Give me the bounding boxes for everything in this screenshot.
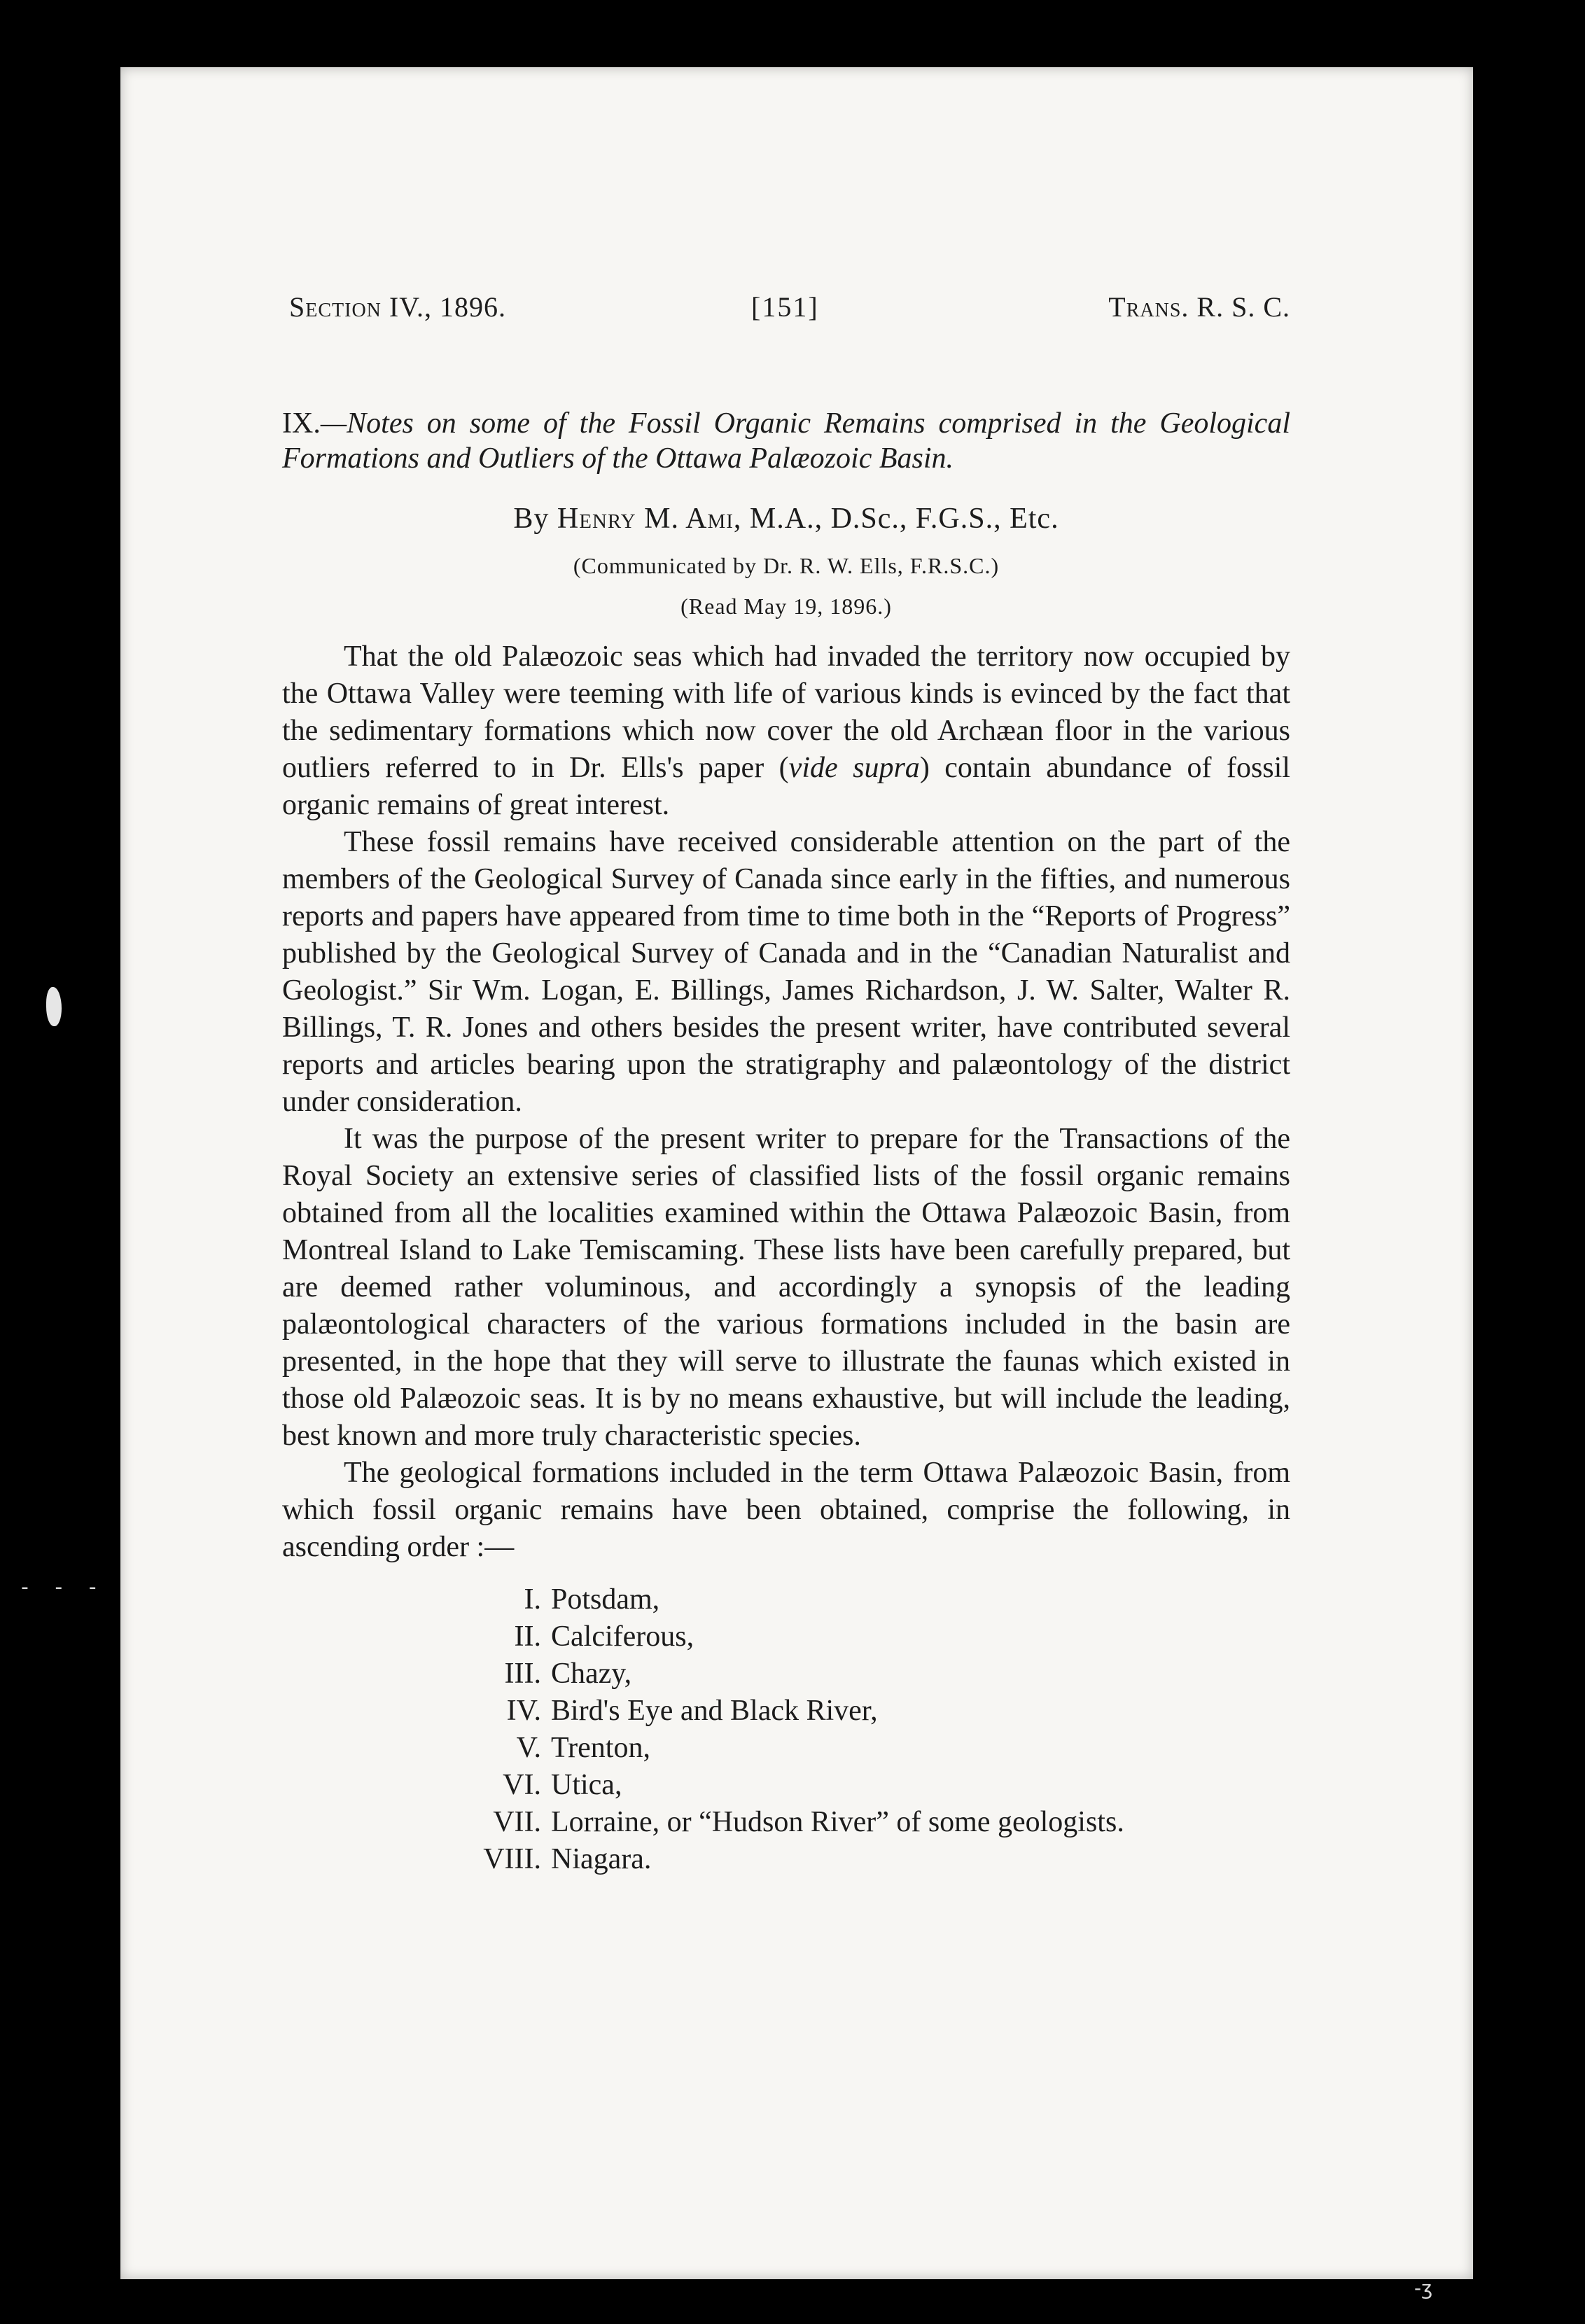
list-numeral: VII. bbox=[493, 1806, 541, 1838]
body-text bbox=[282, 638, 1290, 1566]
list-item bbox=[282, 1581, 1290, 1618]
list-numeral: II. bbox=[514, 1620, 541, 1653]
margin-dashes: - - - bbox=[21, 1575, 106, 1600]
paragraph-1 bbox=[282, 638, 1290, 824]
list-numeral: IV. bbox=[506, 1695, 541, 1727]
list-numeral: III. bbox=[504, 1658, 541, 1690]
article-title-text: —Notes on some of the Fossil Organic Remains comprised in the Geological Formations and Outliers of the Ottawa Palæozoic Basin. bbox=[282, 407, 1290, 475]
communicated-by: (Communicated by Dr. R. W. Ells, F.R.S.C.) bbox=[573, 553, 1000, 578]
paragraph-2: These fossil remains have received considerable attention on the part of the members of the Geological Survey of Canada since early in the fifties, and numerous reports and papers have appeared from time to time both in the “Reports of Progress” published by the Geological Survey of Canada and in the “Canadian Naturalist and Geologist.” Sir Wm. Logan, E. Billings, James Richardson, J. W. Salter, Walter R. Billings, T. R. Jones and others besides the present writer, have contributed several reports and articles bearing upon the stratigraphy and palæontology of the district under consideration. bbox=[282, 826, 1290, 1118]
author-degrees: , M.A., D.Sc., F.G.S., Etc. bbox=[733, 503, 1059, 535]
list-item-text: Potsdam, bbox=[551, 1583, 660, 1616]
list-numeral: I. bbox=[524, 1583, 541, 1616]
list-item-text: Niagara. bbox=[551, 1843, 652, 1875]
article-number: IX. bbox=[282, 407, 321, 440]
list-item-text: Chazy, bbox=[551, 1658, 632, 1690]
list-item bbox=[282, 1730, 1290, 1767]
running-header bbox=[289, 290, 1290, 332]
list-item-text: Calciferous, bbox=[551, 1620, 694, 1653]
margin-blot bbox=[46, 987, 62, 1026]
list-item bbox=[282, 1767, 1290, 1804]
header-section: Section IV., 1896. bbox=[289, 291, 506, 323]
list-item bbox=[282, 1618, 1290, 1656]
author-prefix: By bbox=[513, 503, 550, 535]
list-item-text: Lorraine, or “Hudson River” of some geologists. bbox=[551, 1806, 1124, 1838]
list-item-text: Utica, bbox=[551, 1769, 622, 1801]
corner-mark: -ʒ bbox=[1414, 2276, 1433, 2300]
list-item bbox=[282, 1804, 1290, 1841]
page-number: [151] bbox=[751, 291, 819, 323]
author-line bbox=[282, 501, 1290, 536]
list-numeral: VIII. bbox=[483, 1843, 541, 1875]
header-journal: Trans. R. S. C. bbox=[1108, 291, 1290, 323]
article-title bbox=[282, 406, 1290, 476]
list-item bbox=[282, 1656, 1290, 1693]
read-date: (Read May 19, 1896.) bbox=[680, 594, 892, 619]
list-numeral: V. bbox=[516, 1732, 541, 1764]
list-item-text: Trenton, bbox=[551, 1732, 650, 1764]
author-name: Henry M. Ami bbox=[557, 503, 734, 535]
paragraph-1-part-b: ) contain abundance of fossil organic remains of great interest. bbox=[282, 752, 1290, 821]
list-item bbox=[282, 1693, 1290, 1730]
formations-list bbox=[282, 1581, 1290, 1878]
list-numeral: VI. bbox=[503, 1769, 541, 1801]
list-item bbox=[282, 1841, 1290, 1878]
paragraph-3: It was the purpose of the present writer to prepare for the Transactions of the Royal Society an extensive series of classified lists of the fossil organic remains obtained from all the localities examined within the Ottawa Palæozoic Basin, from Montreal Island to Lake Temiscaming. These lists have been carefully prepared, but are deemed rather voluminous, and accordingly a synopsis of the leading palæontological characters of the various formations included in the basin are presented, in the hope that they will serve to illustrate the faunas which existed in those old Palæozoic seas. It is by no means exhaustive, but will include the leading, best known and more truly characteristic species. bbox=[282, 1123, 1290, 1452]
paragraph-1-italic: vide supra bbox=[788, 752, 920, 784]
paragraph-1-part-a: That the old Palæozoic seas which had invaded the territory now occupied by the Ottawa Valley were teeming with life of various kinds is evinced by the fact that the sedimentary formations which now cover the old Archæan floor in the various outliers referred to in Dr. Ells's paper ( bbox=[282, 640, 1290, 784]
list-item-text: Bird's Eye and Black River, bbox=[551, 1695, 878, 1727]
article-body bbox=[282, 406, 1290, 1878]
paragraph-4: The geological formations included in the term Ottawa Palæozoic Basin, from which fossil organic remains have been obtained, comprise the following, in ascending order :— bbox=[282, 1457, 1290, 1563]
